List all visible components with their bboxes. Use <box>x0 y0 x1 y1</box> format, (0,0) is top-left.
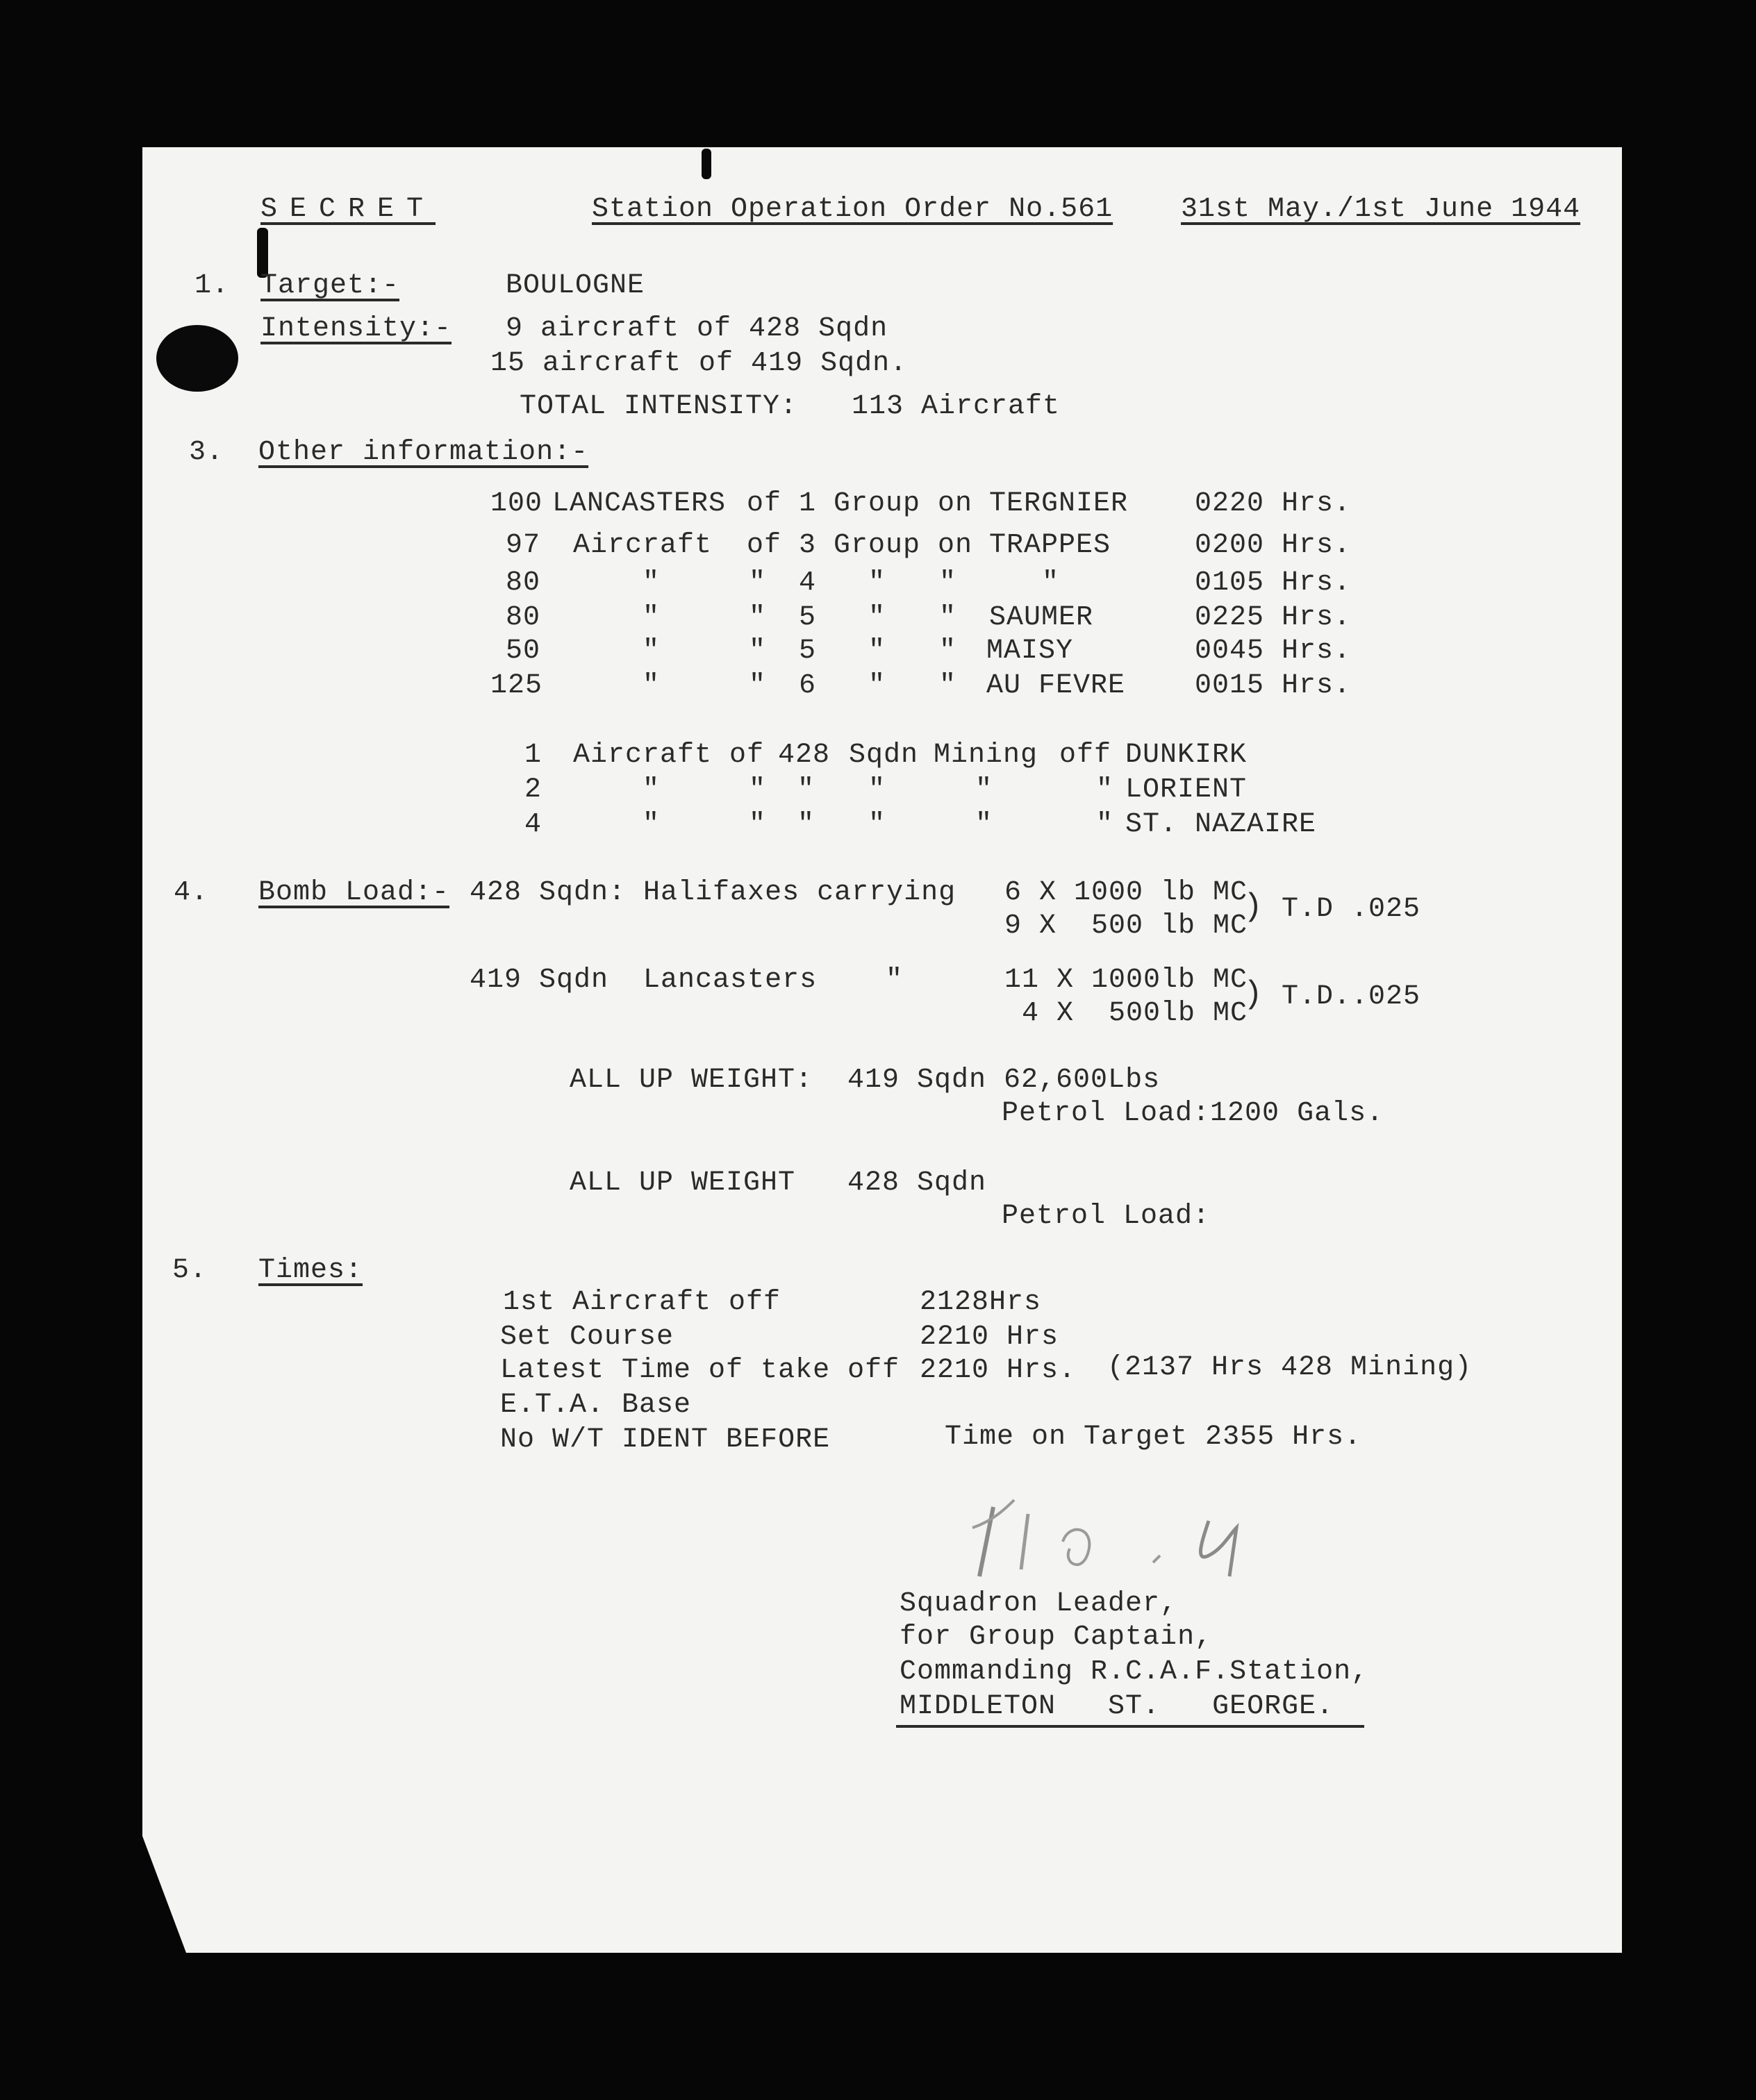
op-target: TRAPPES <box>989 530 1111 561</box>
mining-of: of <box>729 740 765 771</box>
op-group-number: 1 <box>799 488 817 519</box>
op-count: 50 <box>506 635 541 667</box>
mining-aircraft: Aircraft <box>573 740 713 771</box>
op-hrs: Hrs. <box>1282 530 1352 561</box>
mining-off: " <box>1096 809 1114 840</box>
latest-take-off-value: 2210 Hrs. <box>920 1355 1077 1386</box>
op-hrs: Hrs. <box>1282 602 1352 633</box>
total-intensity-label: TOTAL INTENSITY: <box>520 391 798 422</box>
op-group-number: 3 <box>799 530 817 561</box>
op-type: " <box>643 670 661 701</box>
handwritten-signature <box>931 1479 1320 1590</box>
sqdn419-tail-delay: T.D..025 <box>1282 981 1421 1012</box>
first-aircraft-off-value: 2128Hrs <box>920 1287 1042 1318</box>
op-of: " <box>749 602 767 633</box>
section5-number: 5. <box>172 1255 208 1286</box>
op-time: 0225 <box>1195 602 1265 633</box>
mining-sqdn-number: 428 <box>778 740 831 771</box>
op-on: " <box>939 635 957 667</box>
op-count: 80 <box>506 567 541 599</box>
section3-number: 3. <box>189 437 224 468</box>
op-group: " <box>868 670 886 701</box>
mining-place: LORIENT <box>1125 774 1248 806</box>
op-of: of <box>747 488 782 519</box>
all-up-weight-label-2: ALL UP WEIGHT <box>570 1167 796 1199</box>
order-date: 31st May./1st June 1944 <box>1181 194 1581 225</box>
op-time: 0200 <box>1195 530 1265 561</box>
top-tab-mark <box>702 149 711 179</box>
first-aircraft-off-label: 1st Aircraft off <box>503 1287 781 1318</box>
mining-word: " <box>975 809 993 840</box>
mining-sqdn: Sqdn <box>849 740 919 771</box>
sqdn419-ditto: " <box>886 965 904 996</box>
mining-sqdn-number: " <box>797 774 815 806</box>
times-label: Times: <box>258 1255 363 1286</box>
op-on: on <box>938 530 973 561</box>
sqdn419-description: 419 Sqdn Lancasters <box>470 965 818 996</box>
eta-base-label: E.T.A. Base <box>500 1390 692 1421</box>
sqdn428-load-2: 9 X 500 lb MC <box>1004 910 1248 942</box>
target-value: BOULOGNE <box>506 270 645 301</box>
op-on: on <box>938 488 973 519</box>
op-group: " <box>868 635 886 667</box>
op-count: 97 <box>506 530 541 561</box>
intensity-line-1: 9 aircraft of 428 Sqdn <box>506 313 888 344</box>
op-hrs: Hrs. <box>1282 670 1352 701</box>
signature-station: MIDDLETON ST. GEORGE. <box>900 1691 1334 1722</box>
op-hrs: Hrs. <box>1282 488 1352 519</box>
op-group-number: 5 <box>799 635 817 667</box>
op-of: " <box>749 670 767 701</box>
secret-heading: SECRET <box>260 194 436 225</box>
set-course-label: Set Course <box>500 1322 674 1353</box>
signature-commanding: Commanding R.C.A.F.Station, <box>900 1656 1369 1688</box>
brace: ) <box>1243 889 1264 925</box>
mining-off: " <box>1096 774 1114 806</box>
intensity-line-2: 15 aircraft of 419 Sqdn. <box>490 348 908 379</box>
all-up-weight-label-1: ALL UP WEIGHT: <box>570 1065 813 1096</box>
op-of: " <box>749 567 767 599</box>
sqdn419-load-2: 4 X 500lb MC <box>1004 998 1248 1029</box>
mining-off: off <box>1059 740 1112 771</box>
hole-punch <box>156 325 238 392</box>
op-type: Aircraft <box>573 530 713 561</box>
other-info-label: Other information:- <box>258 437 589 468</box>
op-count: 80 <box>506 602 541 633</box>
op-target: TERGNIER <box>989 488 1129 519</box>
op-group: Group <box>834 488 921 519</box>
op-group: " <box>868 602 886 633</box>
op-group: " <box>868 567 886 599</box>
op-count: 125 <box>490 670 543 701</box>
op-group-number: 5 <box>799 602 817 633</box>
all-up-weight-value-1: 419 Sqdn 62,600Lbs <box>847 1065 1161 1096</box>
mining-of: " <box>749 809 767 840</box>
section4-number: 4. <box>174 877 209 908</box>
petrol-load-1: Petrol Load:1200 Gals. <box>1002 1098 1384 1129</box>
op-on: " <box>939 567 957 599</box>
sqdn428-tail-delay: T.D .025 <box>1282 894 1421 925</box>
brace: ) <box>1243 976 1264 1012</box>
sqdn428-description: 428 Sqdn: Halifaxes carrying <box>470 877 956 908</box>
section1-number: 1. <box>194 270 230 301</box>
op-hrs: Hrs. <box>1282 635 1352 667</box>
op-type: " <box>643 567 661 599</box>
mining-count: 1 <box>524 740 542 771</box>
sqdn428-load-1: 6 X 1000 lb MC <box>1004 877 1248 908</box>
mining-count: 2 <box>524 774 542 806</box>
signature-rank: Squadron Leader, <box>900 1588 1178 1619</box>
time-on-target: Time on Target 2355 Hrs. <box>945 1422 1362 1453</box>
op-target: " <box>1042 567 1060 599</box>
op-on: " <box>939 670 957 701</box>
all-up-weight-value-2: 428 Sqdn <box>847 1167 987 1199</box>
op-type: LANCASTERS <box>552 488 727 519</box>
mining-aircraft: " <box>643 774 661 806</box>
mining-place: ST. NAZAIRE <box>1125 809 1317 840</box>
wt-ident-label: No W/T IDENT BEFORE <box>500 1424 831 1456</box>
mining-sqdn: " <box>868 774 886 806</box>
mining-place: DUNKIRK <box>1125 740 1248 771</box>
total-intensity-value: 113 Aircraft <box>852 391 1061 422</box>
mining-word: Mining <box>934 740 1038 771</box>
op-target: SAUMER <box>989 602 1094 633</box>
latest-take-off-label: Latest Time of take off <box>500 1355 900 1386</box>
sqdn419-load-1: 11 X 1000lb MC <box>1004 965 1248 996</box>
op-target: AU FEVRE <box>986 670 1126 701</box>
op-group-number: 4 <box>799 567 817 599</box>
op-on: " <box>939 602 957 633</box>
op-group: Group <box>834 530 921 561</box>
op-of: of <box>747 530 782 561</box>
op-group-number: 6 <box>799 670 817 701</box>
mining-of: " <box>749 774 767 806</box>
target-label: Target:- <box>260 270 400 301</box>
bomb-load-label: Bomb Load:- <box>258 877 450 908</box>
order-title: Station Operation Order No.561 <box>592 194 1113 225</box>
op-type: " <box>643 635 661 667</box>
mining-word: " <box>975 774 993 806</box>
mining-sqdn-number: " <box>797 809 815 840</box>
mining-count: 4 <box>524 809 542 840</box>
op-time: 0105 <box>1195 567 1265 599</box>
latest-take-off-note: (2137 Hrs 428 Mining) <box>1107 1352 1473 1383</box>
signature-underline <box>896 1725 1364 1728</box>
op-target: MAISY <box>986 635 1074 667</box>
op-count: 100 <box>490 488 543 519</box>
set-course-value: 2210 Hrs <box>920 1322 1059 1353</box>
intensity-label: Intensity:- <box>260 313 452 344</box>
petrol-load-2: Petrol Load: <box>1002 1201 1211 1232</box>
op-type: " <box>643 602 661 633</box>
signature-for: for Group Captain, <box>900 1622 1213 1653</box>
op-hrs: Hrs. <box>1282 567 1352 599</box>
op-time: 0045 <box>1195 635 1265 667</box>
op-of: " <box>749 635 767 667</box>
op-time: 0220 <box>1195 488 1265 519</box>
op-time: 0015 <box>1195 670 1265 701</box>
mining-aircraft: " <box>643 809 661 840</box>
mining-sqdn: " <box>868 809 886 840</box>
